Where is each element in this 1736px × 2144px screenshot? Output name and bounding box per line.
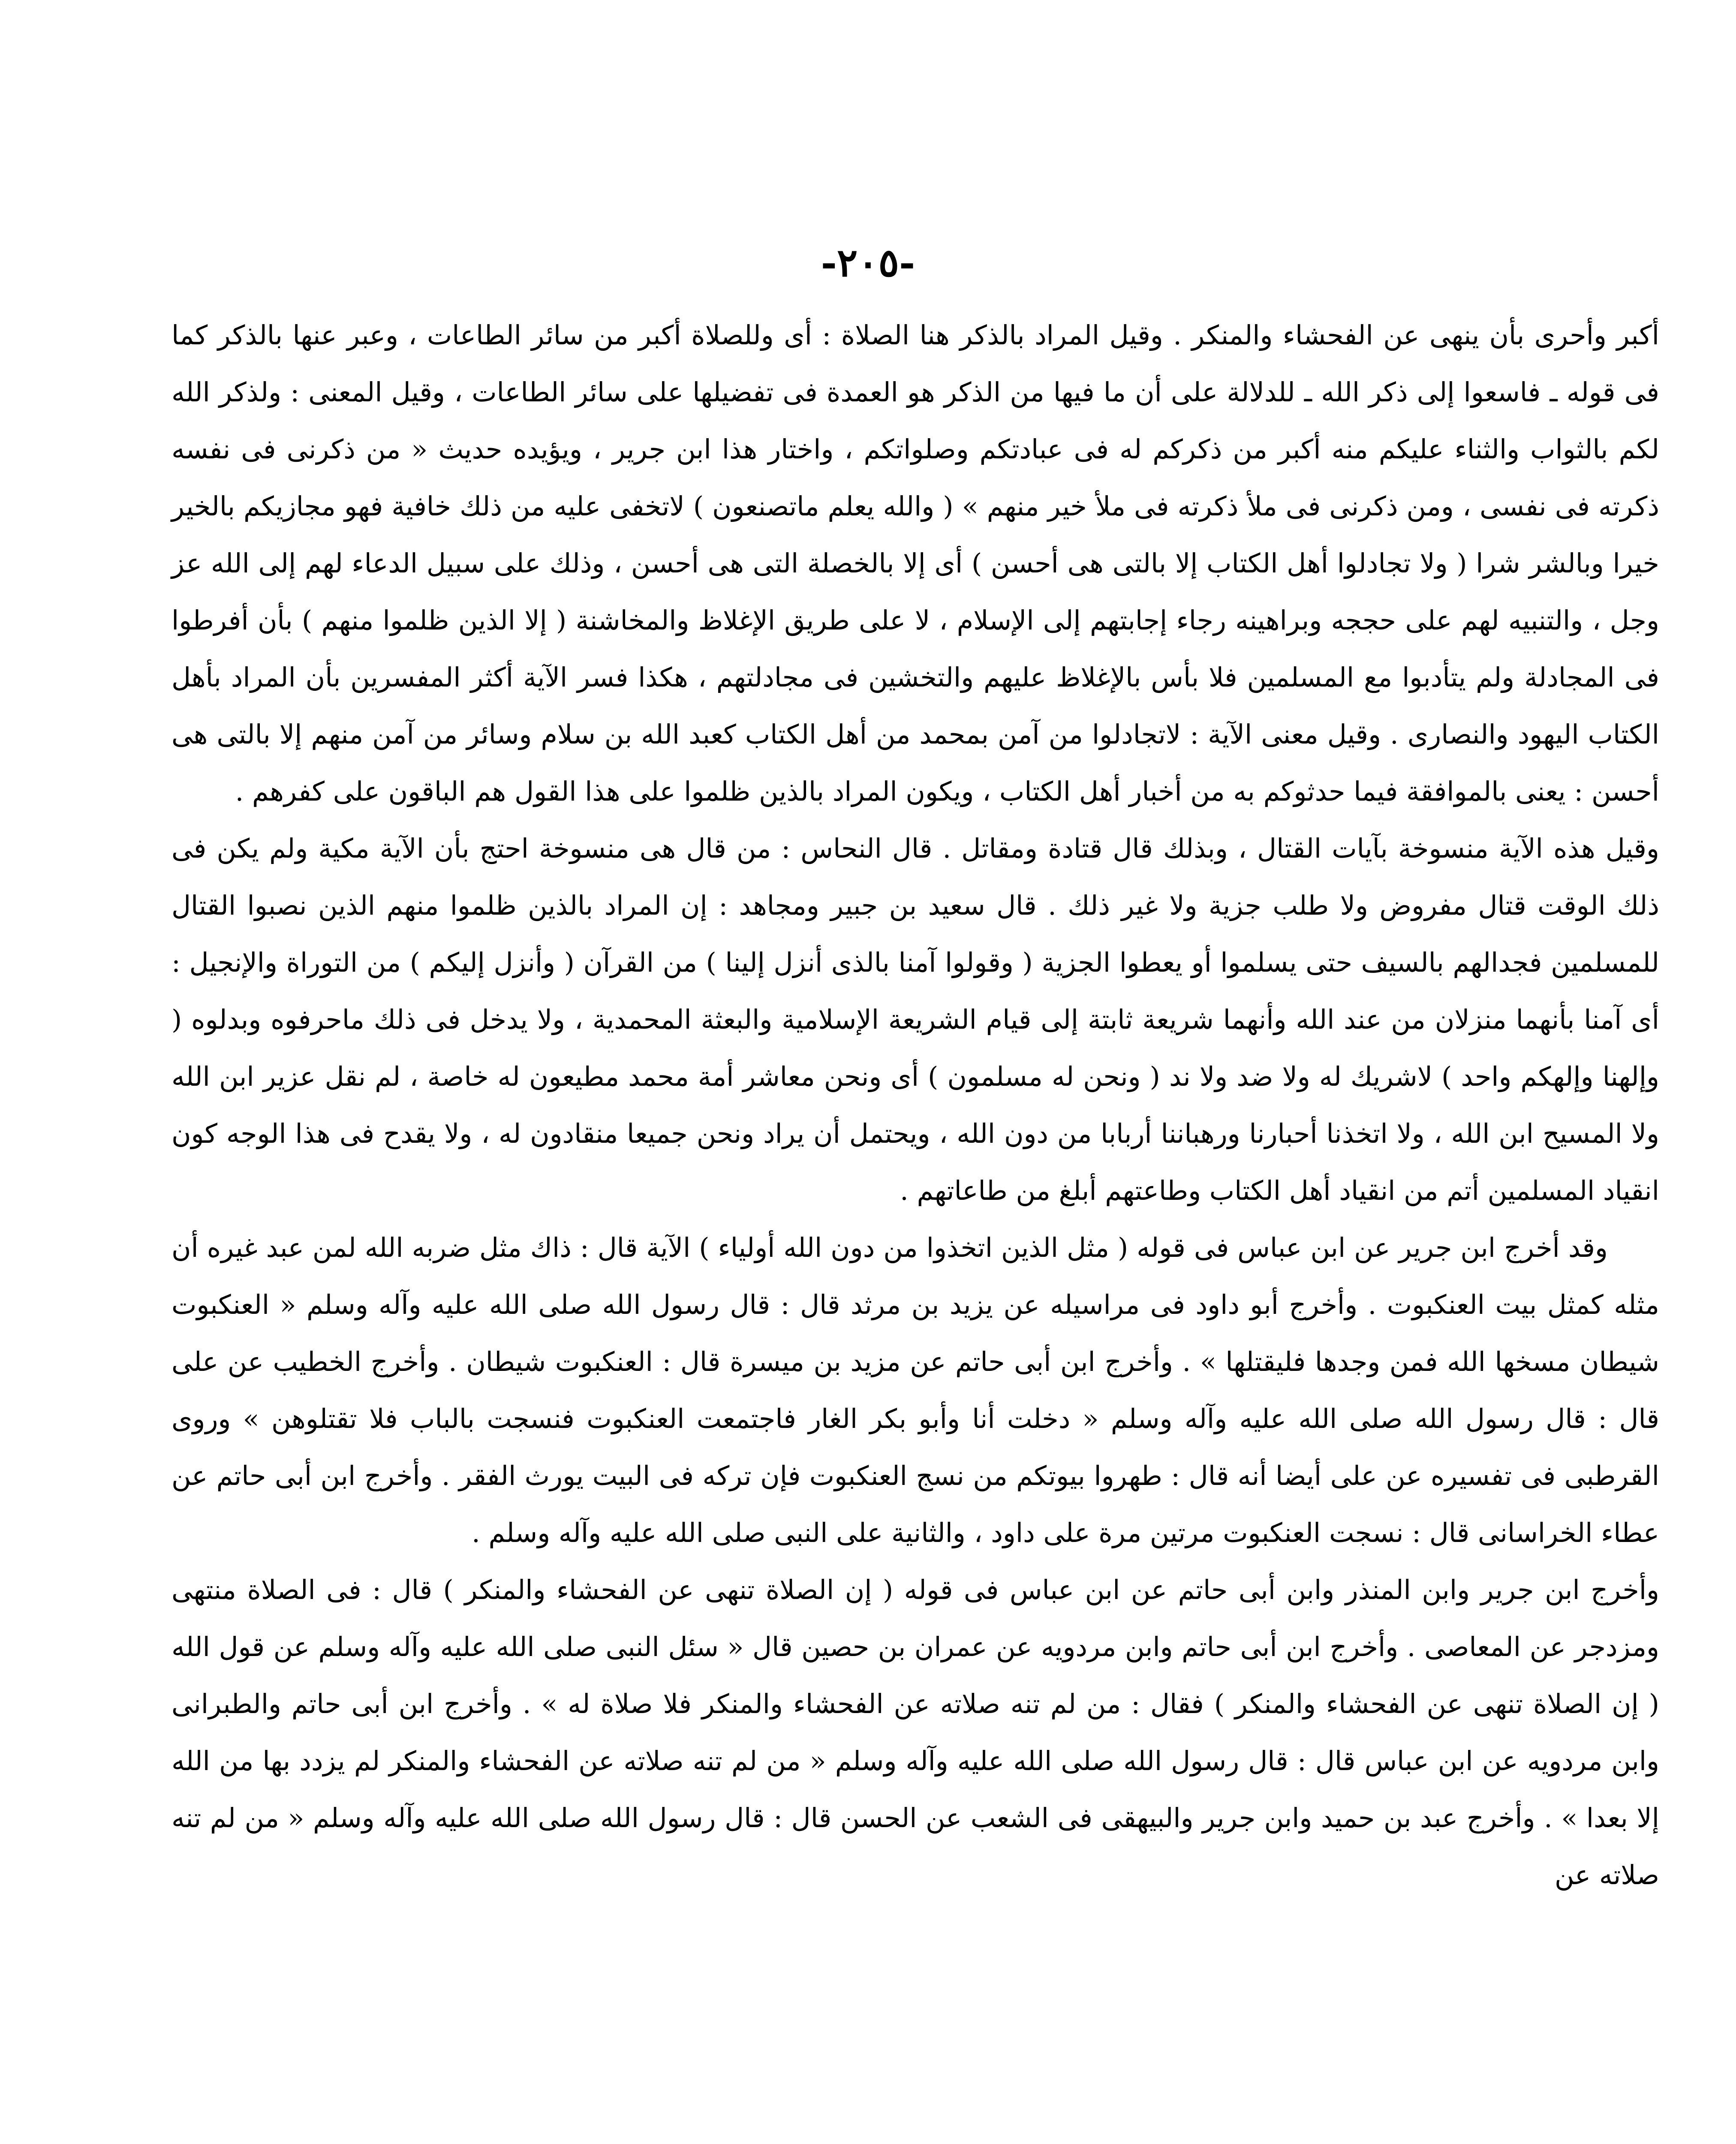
paragraph: وقد أخرج ابن جرير عن ابن عباس فى قوله ( مثل الذين اتخذوا من دون الله أولياء ) الآية قال : ذاك مثل ضربه الله لمن عبد غيره أن مثله كمثل بيت العنكبوت . وأخرج أبو داود فى مراسيله عن يزيد بن مرثد قال : قال رسول الله صلى الله عليه وآله وسلم « العنكبوت شيطان مسخها الله فمن وجدها فليقتلها » . وأخرج ابن أبى حاتم عن مزيد بن ميسرة قال : العنكبوت شيطان . وأخرج الخطيب عن على قال : قال رسول الله صلى الله عليه وآله وسلم « دخلت أنا وأبو بكر الغار فاجتمعت العنكبوت فنسجت بالباب فلا تقتلوهن » وروى القرطبى فى تفسيره عن على أيضا أنه قال : طهروا بيوتكم من نسج العنكبوت فإن تركه فى البيت يورث الفقر . وأخرج ابن أبى حاتم عن عطاء الخراسانى قال : نسجت العنكبوت مرتين مرة على داود ، والثانية على النبى صلى الله عليه وآله وسلم .: [171, 1232, 1659, 1548]
page-body: [171, 307, 1659, 1903]
paragraph: أكبر وأحرى بأن ينهى عن الفحشاء والمنكر . وقيل المراد بالذكر هنا الصلاة : أى وللصلاة أكبر من سائر الطاعات ، وعبر عنها بالذكر كما فى قوله ـ فاسعوا إلى ذكر الله ـ للدلالة على أن ما فيها من الذكر هو العمدة فى تفضيلها على سائر الطاعات ، وقيل المعنى : ولذكر الله لكم بالثواب والثناء عليكم منه أكبر من ذكركم له فى عبادتكم وصلواتكم ، واختار هذا ابن جرير ، ويؤيده حديث « من ذكرنى فى نفسه ذكرته فى نفسى ، ومن ذكرنى فى ملأ ذكرته فى ملأ خير منهم » ( والله يعلم ماتصنعون ) لاتخفى عليه من ذلك خافية فهو مجازيكم بالخير خيرا وبالشر شرا ( ولا تجادلوا أهل الكتاب إلا بالتى هى أحسن ) أى إلا بالخصلة التى هى أحسن ، وذلك على سبيل الدعاء لهم إلى الله عز وجل ، والتنبيه لهم على حججه وبراهينه رجاء إجابتهم إلى الإسلام ، لا على طريق الإغلاظ والمخاشنة ( إلا الذين ظلموا منهم ) بأن أفرطوا فى المجادلة ولم يتأدبوا مع المسلمين فلا بأس بالإغلاظ عليهم والتخشين فى مجادلتهم ، هكذا فسر الآية أكثر المفسرين بأن المراد بأهل الكتاب اليهود والنصارى . وقيل معنى الآية : لاتجادلوا من آمن بمحمد من أهل الكتاب كعبد الله بن سلام وسائر من آمن منهم إلا بالتى هى أحسن : يعنى بالموافقة فيما حدثوكم به من أخبار أهل الكتاب ، ويكون المراد بالذين ظلموا على هذا القول هم الباقون على كفرهم .: [171, 319, 1659, 807]
page-number: -٢٠٥-: [821, 240, 915, 286]
paragraph: وقيل هذه الآية منسوخة بآيات القتال ، وبذلك قال قتادة ومقاتل . قال النحاس : من قال هى منسوخة احتج بأن الآية مكية ولم يكن فى ذلك الوقت قتال مفروض ولا طلب جزية ولا غير ذلك . قال سعيد بن جبير ومجاهد : إن المراد بالذين ظلموا منهم الذين نصبوا القتال للمسلمين فجدالهم بالسيف حتى يسلموا أو يعطوا الجزية ( وقولوا آمنا بالذى أنزل إلينا ) من القرآن ( وأنزل إليكم ) من التوراة والإنجيل : أى آمنا بأنهما منزلان من عند الله وأنهما شريعة ثابتة إلى قيام الشريعة الإسلامية والبعثة المحمدية ، ولا يدخل فى ذلك ماحرفوه وبدلوه ( وإلهنا وإلهكم واحد ) لاشريك له ولا ضد ولا ند ( ونحن له مسلمون ) أى ونحن معاشر أمة محمد مطيعون له خاصة ، لم نقل عزير ابن الله ولا المسيح ابن الله ، ولا اتخذنا أحبارنا ورهباننا أربابا من دون الله ، ويحتمل أن يراد ونحن جميعا منقادون له ، ولا يقدح فى هذا الوجه كون انقياد المسلمين أتم من انقياد أهل الكتاب وطاعتهم أبلغ من طاعاتهم .: [171, 833, 1660, 1206]
paragraph: وأخرج ابن جرير وابن المنذر وابن أبى حاتم عن ابن عباس فى قوله ( إن الصلاة تنهى عن الفحشاء والمنكر ) قال : فى الصلاة منتهى ومزدجر عن المعاصى . وأخرج ابن أبى حاتم وابن مردويه عن عمران بن حصين قال « سئل النبى صلى الله عليه وآله وسلم عن قول الله ( إن الصلاة تنهى عن الفحشاء والمنكر ) فقال : من لم تنه صلاته عن الفحشاء والمنكر فلا صلاة له » . وأخرج ابن أبى حاتم والطبرانى وابن مردويه عن ابن عباس قال : قال رسول الله صلى الله عليه وآله وسلم « من لم تنه صلاته عن الفحشاء والمنكر لم يزدد بها من الله إلا بعدا » . وأخرج عبد بن حميد وابن جرير والبيهقى فى الشعب عن الحسن قال : قال رسول الله صلى الله عليه وآله وسلم « من لم تنه صلاته عن: [171, 1574, 1659, 1891]
